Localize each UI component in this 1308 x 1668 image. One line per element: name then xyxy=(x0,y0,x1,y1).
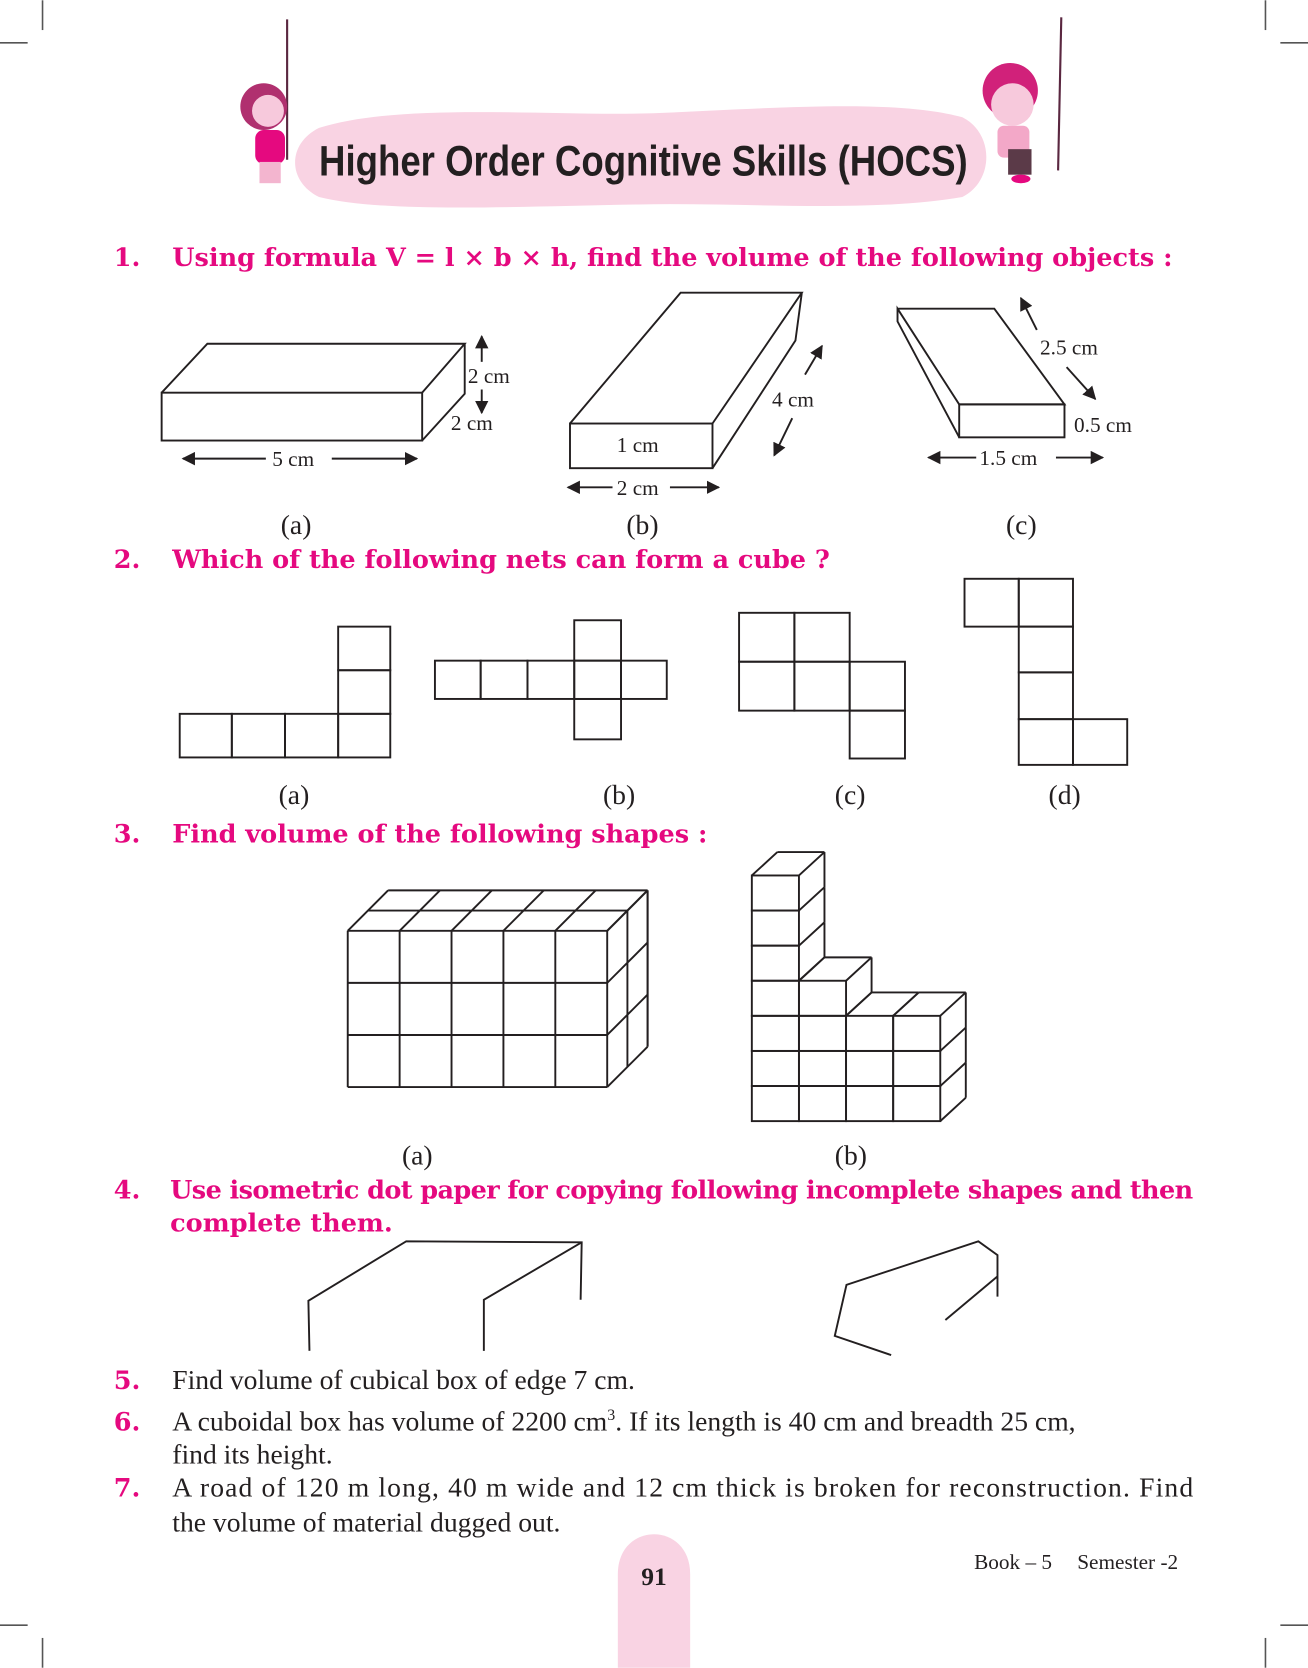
incomplete-shape-2 xyxy=(835,1241,998,1355)
cube-face xyxy=(799,1016,846,1051)
length-label: 2.5 cm xyxy=(1040,335,1098,360)
incomplete-shape-1 xyxy=(308,1241,581,1351)
height-label: 2 cm xyxy=(467,364,510,389)
cube-face xyxy=(752,1016,799,1051)
cube-face xyxy=(893,1016,940,1051)
cube-face xyxy=(752,1051,799,1086)
cube-face xyxy=(752,981,799,1016)
length-label: 4 cm xyxy=(772,387,814,412)
height-label: 1 cm xyxy=(616,433,659,458)
net-b xyxy=(435,620,667,739)
cube-face xyxy=(752,946,799,981)
net-a xyxy=(180,627,391,758)
net-d xyxy=(965,579,1128,765)
cube-edge xyxy=(799,887,825,910)
cube-edge xyxy=(893,992,919,1015)
semester-label: Semester -2 xyxy=(1077,1549,1179,1574)
question-number: 5. xyxy=(113,1366,141,1397)
question-text: Which of the following nets can form a cube ? xyxy=(172,545,830,576)
page-title: Higher Order Cognitive Skills (HOCS) xyxy=(319,137,968,186)
cube-block-a xyxy=(348,890,648,1087)
cube-edge xyxy=(752,852,778,875)
cube-face xyxy=(752,1086,799,1121)
cube-face xyxy=(752,911,799,946)
question-number: 7. xyxy=(113,1473,141,1504)
question-text: Use isometric dot paper for copying following incomplete shapes and then xyxy=(170,1175,1194,1206)
question-number: 4. xyxy=(113,1175,141,1206)
length-label: 5 cm xyxy=(272,447,315,472)
figure-label: (b) xyxy=(602,779,636,811)
cube-face xyxy=(799,1051,846,1086)
cube-stack-b xyxy=(752,852,966,1121)
net-c xyxy=(739,613,905,759)
cube-edge xyxy=(846,992,872,1015)
cuboid-b xyxy=(568,293,822,540)
cuboid-c xyxy=(898,298,1133,540)
cube-face xyxy=(846,1051,893,1086)
question-text: A road of 120 m long, 40 m wide and 12 cm thick is broken for reconstruction. Find xyxy=(172,1471,1194,1503)
page-number: 91 xyxy=(641,1561,667,1591)
question-number: 6. xyxy=(113,1407,141,1438)
figure-label: (a) xyxy=(401,1139,433,1171)
cube-edge xyxy=(940,1028,966,1051)
cube-edge xyxy=(799,957,825,980)
figure-label: (a) xyxy=(280,509,312,541)
question-text: Find volume of the following shapes : xyxy=(172,819,708,850)
cube-edge xyxy=(940,1098,966,1121)
question-text: complete them. xyxy=(170,1208,393,1239)
breadth-label: 2 cm xyxy=(450,410,493,435)
cube-edge xyxy=(799,922,825,945)
cube-face xyxy=(846,1086,893,1121)
breadth-label: 1.5 cm xyxy=(979,445,1038,470)
question-number: 3. xyxy=(113,819,141,850)
figure-label: (a) xyxy=(278,779,310,811)
book-label: Book – 5 xyxy=(974,1549,1053,1574)
cube-face xyxy=(752,875,799,910)
page-number-tab xyxy=(618,1534,690,1667)
header-banner xyxy=(240,17,1061,207)
question-text: the volume of material dugged out. xyxy=(172,1506,561,1538)
figure-label: (c) xyxy=(1005,509,1037,541)
cube-face xyxy=(893,1051,940,1086)
figure-label: (d) xyxy=(1048,779,1081,811)
cube-face xyxy=(799,1086,846,1121)
breadth-label: 2 cm xyxy=(616,475,659,500)
question-text: Using formula V = l × b × h, find the volume of the following objects : xyxy=(172,243,1173,274)
girl-illustration xyxy=(240,83,287,183)
figure-label: (b) xyxy=(834,1139,867,1171)
cube-edge xyxy=(940,1063,966,1086)
cuboid-a xyxy=(162,336,511,540)
figure-label: (b) xyxy=(626,509,659,541)
question-text: A cuboidal box has volume of 2200 $cm^3$. If its length is 40 cm and breadth 25 cm, xyxy=(172,1405,1076,1437)
boy-illustration xyxy=(983,63,1038,183)
rope-right xyxy=(1058,17,1061,170)
cube-face xyxy=(893,1086,940,1121)
height-label: 0.5 cm xyxy=(1074,413,1132,438)
cube-edge xyxy=(940,992,966,1015)
question-text: find its height. xyxy=(172,1438,333,1470)
figure-label: (c) xyxy=(834,779,866,811)
cube-face xyxy=(846,1016,893,1051)
cube-edge xyxy=(799,852,825,875)
cube-edge xyxy=(846,957,872,980)
question-number: 2. xyxy=(113,545,141,576)
question-text: Find volume of cubical box of edge 7 cm. xyxy=(172,1364,635,1396)
question-number: 1. xyxy=(113,243,141,274)
cube-face xyxy=(799,981,846,1016)
